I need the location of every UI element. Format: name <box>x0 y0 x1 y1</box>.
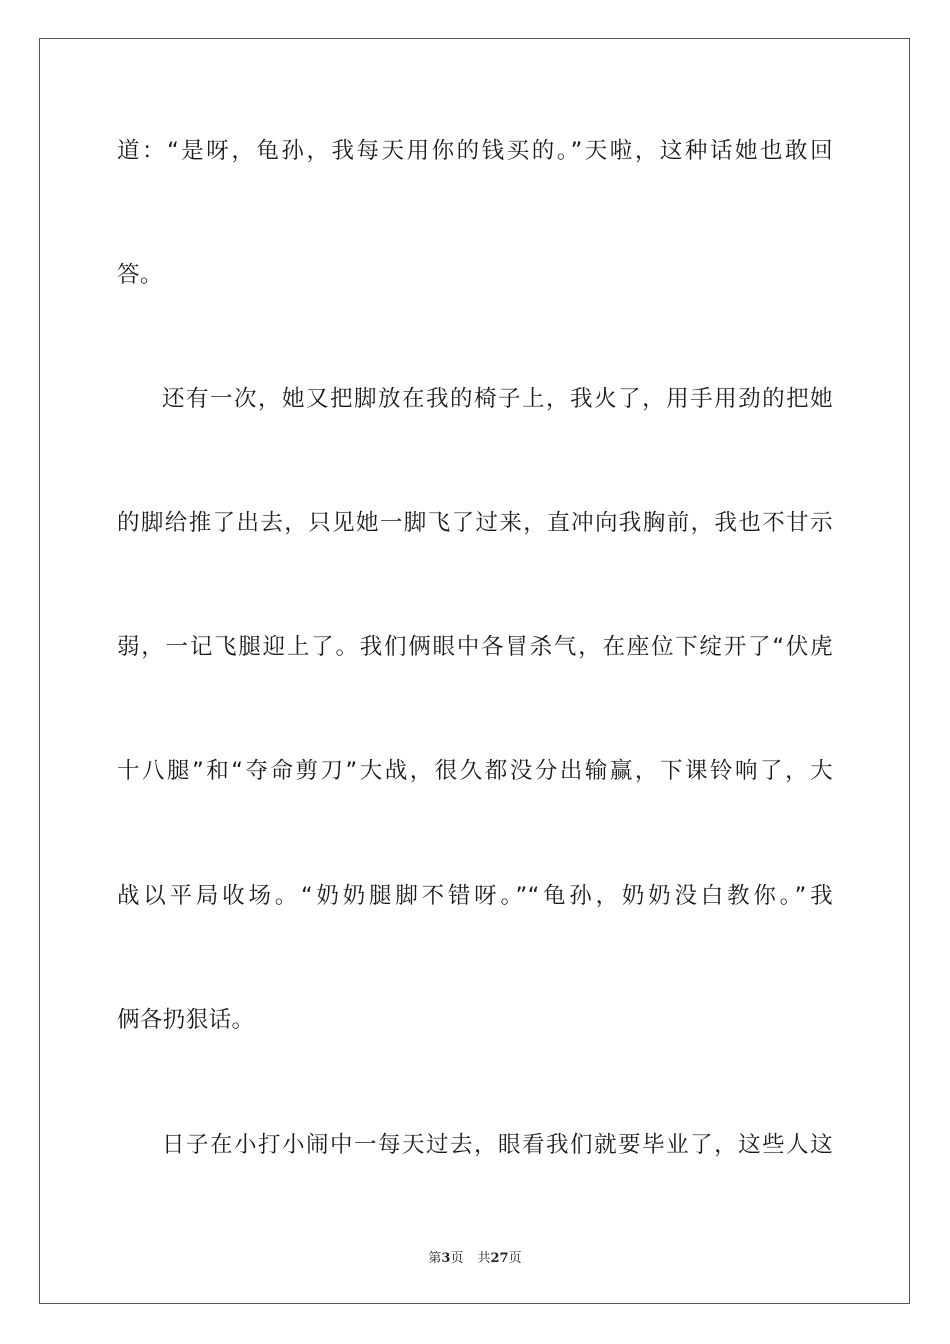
text-line-8: 俩各扔狠话。 <box>117 1007 255 1033</box>
total-suffix: 页 <box>508 1251 522 1266</box>
text-line-2: 答。 <box>117 262 163 288</box>
text-line-5: 弱，一记飞腿迎上了。我们俩眼中各冒杀气，在座位下绽开了“伏虎 <box>117 634 833 660</box>
text-line-7: 战以平局收场。“奶奶腿脚不错呀。”“龟孙，奶奶没白教你。”我 <box>117 883 833 909</box>
total-prefix: 共 <box>477 1251 491 1266</box>
page-footer <box>0 1247 950 1266</box>
total-pages: 27 <box>490 1251 509 1266</box>
page-suffix: 页 <box>450 1251 464 1266</box>
text-line-3: 还有一次，她又把脚放在我的椅子上，我火了，用手用劲的把她 <box>162 386 833 412</box>
text-line-4: 的脚给推了出去，只见她一脚飞了过来，直冲向我胸前，我也不甘示 <box>117 510 833 536</box>
text-line-6: 十八腿”和“夺命剪刀”大战，很久都没分出输赢，下课铃响了，大 <box>117 758 833 784</box>
text-line-1: 道：“是呀，龟孙，我每天用你的钱买的。”天啦，这种话她也敢回 <box>117 138 833 164</box>
page-border <box>39 38 910 1304</box>
page-number: 3 <box>441 1251 451 1266</box>
text-line-9: 日子在小打小闹中一每天过去，眼看我们就要毕业了，这些人这 <box>162 1132 833 1158</box>
page-prefix: 第 <box>428 1251 442 1266</box>
